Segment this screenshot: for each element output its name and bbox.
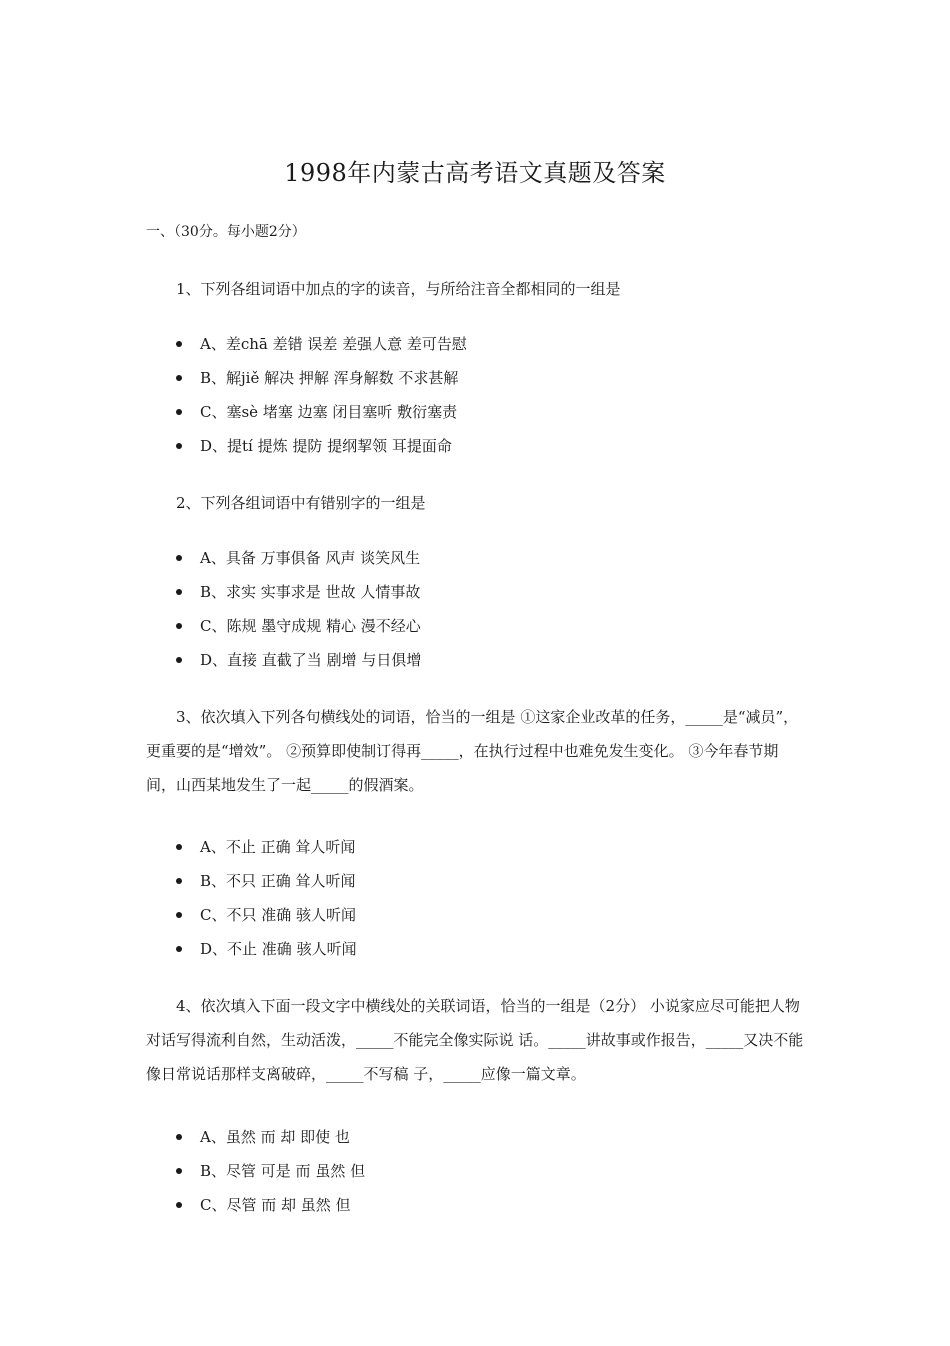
document-title: 1998年内蒙古高考语文真题及答案	[284, 159, 666, 187]
bullet-icon	[176, 1168, 182, 1174]
bullet-icon	[176, 375, 182, 381]
question-3-options	[176, 835, 357, 971]
option-item: D、直接 直截了当 剧增 与日俱增	[176, 648, 421, 682]
question-4-options	[176, 1125, 365, 1227]
bullet-icon	[176, 946, 182, 952]
bullet-icon	[176, 589, 182, 595]
bullet-icon	[176, 341, 182, 347]
bullet-icon	[176, 878, 182, 884]
bullet-icon	[176, 844, 182, 850]
option-item: C、不只 准确 骇人听闻	[176, 903, 357, 937]
bullet-icon	[176, 555, 182, 561]
option-item: A、不止 正确 耸人听闻	[176, 835, 357, 869]
option-item: C、塞sè 堵塞 边塞 闭目塞听 敷衍塞责	[176, 400, 467, 434]
option-item: A、具备 万事俱备 风声 谈笑风生	[176, 546, 421, 580]
bullet-icon	[176, 1202, 182, 1208]
bullet-icon	[176, 657, 182, 663]
option-item: B、求实 实事求是 世故 人情事故	[176, 580, 421, 614]
question-1-stem: 1、下列各组词语中加点的字的读音，与所给注音全都相同的一组是	[176, 280, 621, 298]
bullet-icon	[176, 623, 182, 629]
bullet-icon	[176, 1134, 182, 1140]
option-item: A、差chā 差错 误差 差强人意 差可告慰	[176, 332, 467, 366]
question-4-stem: 4、依次填入下面一段文字中横线处的关联词语，恰当的一组是（2分） 小说家应尽可能把人物对话写得流利自然，生动活泼，_____不能完全像实际说 话。_____讲故事或作报告，_____又决不能像日常说话那样支离破碎，_____不写稿 子，_____应像一篇文章。	[146, 997, 804, 1083]
option-item: A、虽然 而 却 即使 也	[176, 1125, 365, 1159]
bullet-icon	[176, 409, 182, 415]
question-2-stem: 2、下列各组词语中有错别字的一组是	[176, 494, 426, 512]
question-1-options	[176, 332, 467, 468]
bullet-icon	[176, 443, 182, 449]
option-item: D、提tí 提炼 提防 提纲挈领 耳提面命	[176, 434, 467, 468]
option-item: B、不只 正确 耸人听闻	[176, 869, 357, 903]
section-heading: 一、（30分。每小题2分）	[146, 224, 306, 240]
question-2-options	[176, 546, 421, 682]
option-item: D、不止 准确 骇人听闻	[176, 937, 357, 971]
bullet-icon	[176, 912, 182, 918]
option-item: C、陈规 墨守成规 精心 漫不经心	[176, 614, 421, 648]
question-3-stem: 3、依次填入下列各句横线处的词语，恰当的一组是 ①这家企业改革的任务，_____是“减员”，更重要的是“增效”。 ②预算即使制订得再_____，在执行过程中也难免发生变化。 ③今年春节期间，山西某地发生了一起_____的假酒案。	[146, 708, 799, 794]
option-item: C、尽管 而 却 虽然 但	[176, 1193, 365, 1227]
option-item: B、解jiě 解决 押解 浑身解数 不求甚解	[176, 366, 467, 400]
option-item: B、尽管 可是 而 虽然 但	[176, 1159, 365, 1193]
